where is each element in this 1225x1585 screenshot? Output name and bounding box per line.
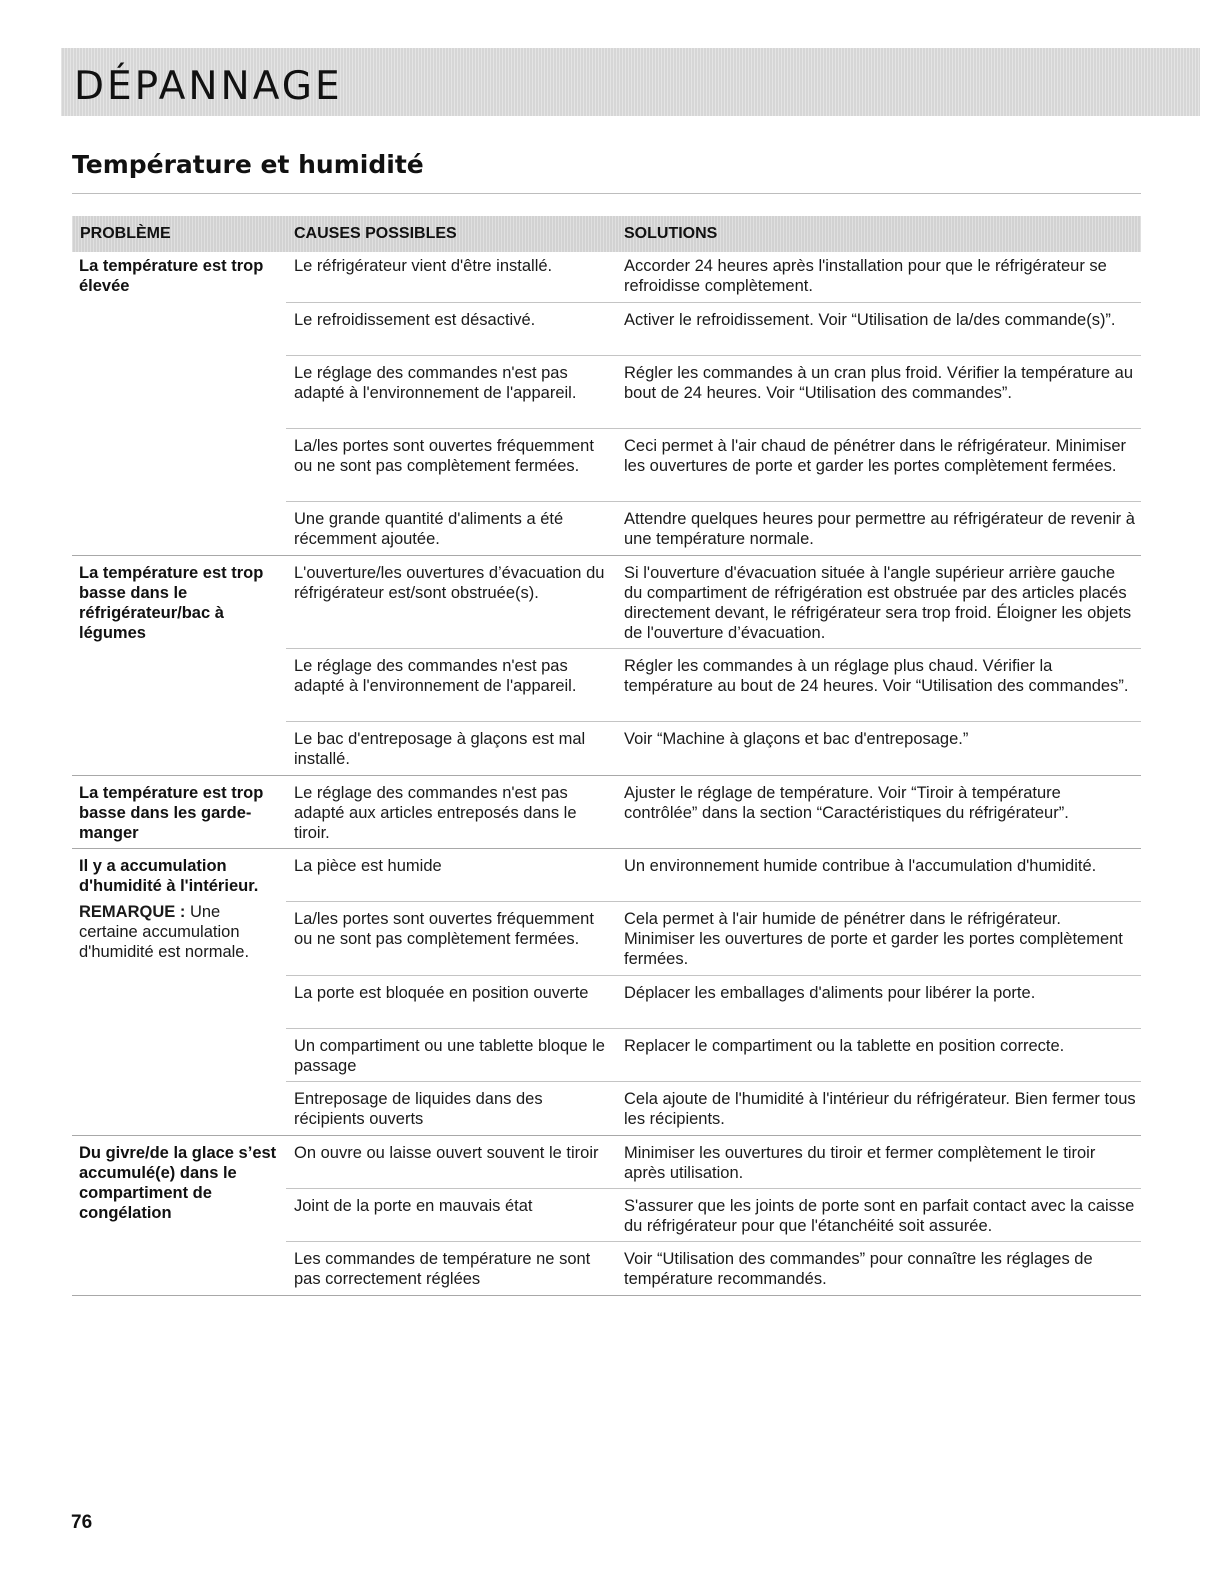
cause-cell: Un compartiment ou une tablette bloque le passage xyxy=(294,1037,605,1075)
cause-cell: Joint de la porte en mauvais état xyxy=(294,1197,533,1215)
solution-cell: Cela ajoute de l'humidité à l'intérieur du réfrigérateur. Bien fermer tous les récipients. xyxy=(624,1090,1136,1128)
cause-cell: Les commandes de température ne sont pas correctement réglées xyxy=(294,1250,591,1288)
solution-cell: Ceci permet à l'air chaud de pénétrer dans le réfrigérateur. Minimiser les ouvertures de porte et garder les portes complètement fermées. xyxy=(624,437,1127,475)
solution-cell: Cela permet à l'air humide de pénétrer dans le réfrigérateur. Minimiser les ouvertures de porte et garder les portes complètement fermées. xyxy=(624,910,1123,968)
row-divider xyxy=(286,302,1141,303)
solution-cell: Replacer le compartiment ou la tablette en position correcte. xyxy=(624,1037,1065,1055)
cause-cell: Le refroidissement est désactivé. xyxy=(294,311,536,329)
table-header xyxy=(72,216,1141,252)
group-divider xyxy=(72,555,1141,556)
cause-cell: L'ouverture/les ouvertures d’évacuation du réfrigérateur est/sont obstruée(s). xyxy=(294,564,605,602)
solution-cell: Un environnement humide contribue à l'accumulation d'humidité. xyxy=(624,857,1097,875)
header-solutions: SOLUTIONS xyxy=(624,225,718,242)
remark-label: REMARQUE : xyxy=(79,903,186,921)
cause-cell: La/les portes sont ouvertes fréquemment ou ne sont pas complètement fermées. xyxy=(294,910,594,948)
cause-cell: La porte est bloquée en position ouverte xyxy=(294,984,589,1002)
cause-cell: Entreposage de liquides dans des récipients ouverts xyxy=(294,1090,543,1128)
header-problem: PROBLÈME xyxy=(80,225,171,242)
row-divider xyxy=(286,1081,1141,1082)
cause-cell: Le réglage des commandes n'est pas adapté à l'environnement de l'appareil. xyxy=(294,364,577,402)
page-number: 76 xyxy=(71,1512,93,1533)
table-bottom-rule xyxy=(72,1295,1141,1296)
solution-cell: Accorder 24 heures après l'installation pour que le réfrigérateur se refroidisse complètement. xyxy=(624,257,1107,295)
row-divider xyxy=(286,1241,1141,1242)
cause-cell: Le réglage des commandes n'est pas adapté à l'environnement de l'appareil. xyxy=(294,657,577,695)
solution-cell: Régler les commandes à un cran plus froid. Vérifier la température au bout de 24 heures. Voir “Utilisation des commandes”. xyxy=(624,364,1133,402)
banner-title: DÉPANNAGE xyxy=(74,64,343,109)
solution-cell: Déplacer les emballages d'aliments pour libérer la porte. xyxy=(624,984,1036,1002)
cause-cell: La pièce est humide xyxy=(294,857,442,875)
solution-cell: Activer le refroidissement. Voir “Utilisation de la/des commande(s)”. xyxy=(624,311,1116,329)
remark-text: Une certaine accumulation d'humidité est normale. xyxy=(79,903,250,961)
group-divider xyxy=(72,775,1141,776)
row-divider xyxy=(286,501,1141,502)
row-divider xyxy=(286,901,1141,902)
row-divider xyxy=(286,355,1141,356)
solution-cell: S'assurer que les joints de porte sont en parfait contact avec la caisse du réfrigérateur pour que l'étanchéité soit assurée. xyxy=(624,1197,1135,1235)
cause-cell: Le réglage des commandes n'est pas adapté aux articles entreposés dans le tiroir. xyxy=(294,784,577,842)
problem-label: Il y a accumulation d'humidité à l'intérieur. xyxy=(79,857,259,895)
solution-cell: Si l'ouverture d'évacuation située à l'angle supérieur arrière gauche du compartiment de réfrigération est obstruée par des articles placés directement devant, le réfrigérateur sera trop froid. Éloigner les objets de l'ouverture d’évacuation. xyxy=(624,564,1132,642)
title-divider xyxy=(72,193,1141,194)
row-divider xyxy=(286,721,1141,722)
group-divider xyxy=(72,848,1141,849)
group-divider xyxy=(72,1135,1141,1136)
problem-label: La température est trop basse dans les garde-manger xyxy=(79,784,264,842)
cause-cell: La/les portes sont ouvertes fréquemment ou ne sont pas complètement fermées. xyxy=(294,437,594,475)
problem-label: La température est trop élevée xyxy=(79,257,264,295)
row-divider xyxy=(286,1188,1141,1189)
problem-label: La température est trop basse dans le réfrigérateur/bac à légumes xyxy=(79,564,264,642)
section-title: Température et humidité xyxy=(72,150,424,179)
cause-cell: Une grande quantité d'aliments a été récemment ajoutée. xyxy=(294,510,564,548)
solution-cell: Ajuster le réglage de température. Voir “Tiroir à température contrôlée” dans la section “Caractéristiques du réfrigérateur”. xyxy=(624,784,1069,822)
solution-cell: Voir “Machine à glaçons et bac d'entreposage.” xyxy=(624,730,969,748)
section-banner xyxy=(61,48,1200,116)
cause-cell: Le bac d'entreposage à glaçons est mal installé. xyxy=(294,730,586,768)
header-causes: CAUSES POSSIBLES xyxy=(294,225,457,242)
solution-cell: Minimiser les ouvertures du tiroir et fermer complètement le tiroir après utilisation. xyxy=(624,1144,1096,1182)
remark-note xyxy=(79,902,279,962)
solution-cell: Voir “Utilisation des commandes” pour connaître les réglages de température recommandés. xyxy=(624,1250,1093,1288)
cause-cell: On ouvre ou laisse ouvert souvent le tiroir xyxy=(294,1144,599,1162)
cause-cell: Le réfrigérateur vient d'être installé. xyxy=(294,257,553,275)
problem-label: Du givre/de la glace s’est accumulé(e) dans le compartiment de congélation xyxy=(79,1144,277,1222)
solution-cell: Attendre quelques heures pour permettre au réfrigérateur de revenir à une température normale. xyxy=(624,510,1135,548)
row-divider xyxy=(286,1028,1141,1029)
solution-cell: Régler les commandes à un réglage plus chaud. Vérifier la température au bout de 24 heures. Voir “Utilisation des commandes”. xyxy=(624,657,1129,695)
row-divider xyxy=(286,975,1141,976)
row-divider xyxy=(286,648,1141,649)
row-divider xyxy=(286,428,1141,429)
